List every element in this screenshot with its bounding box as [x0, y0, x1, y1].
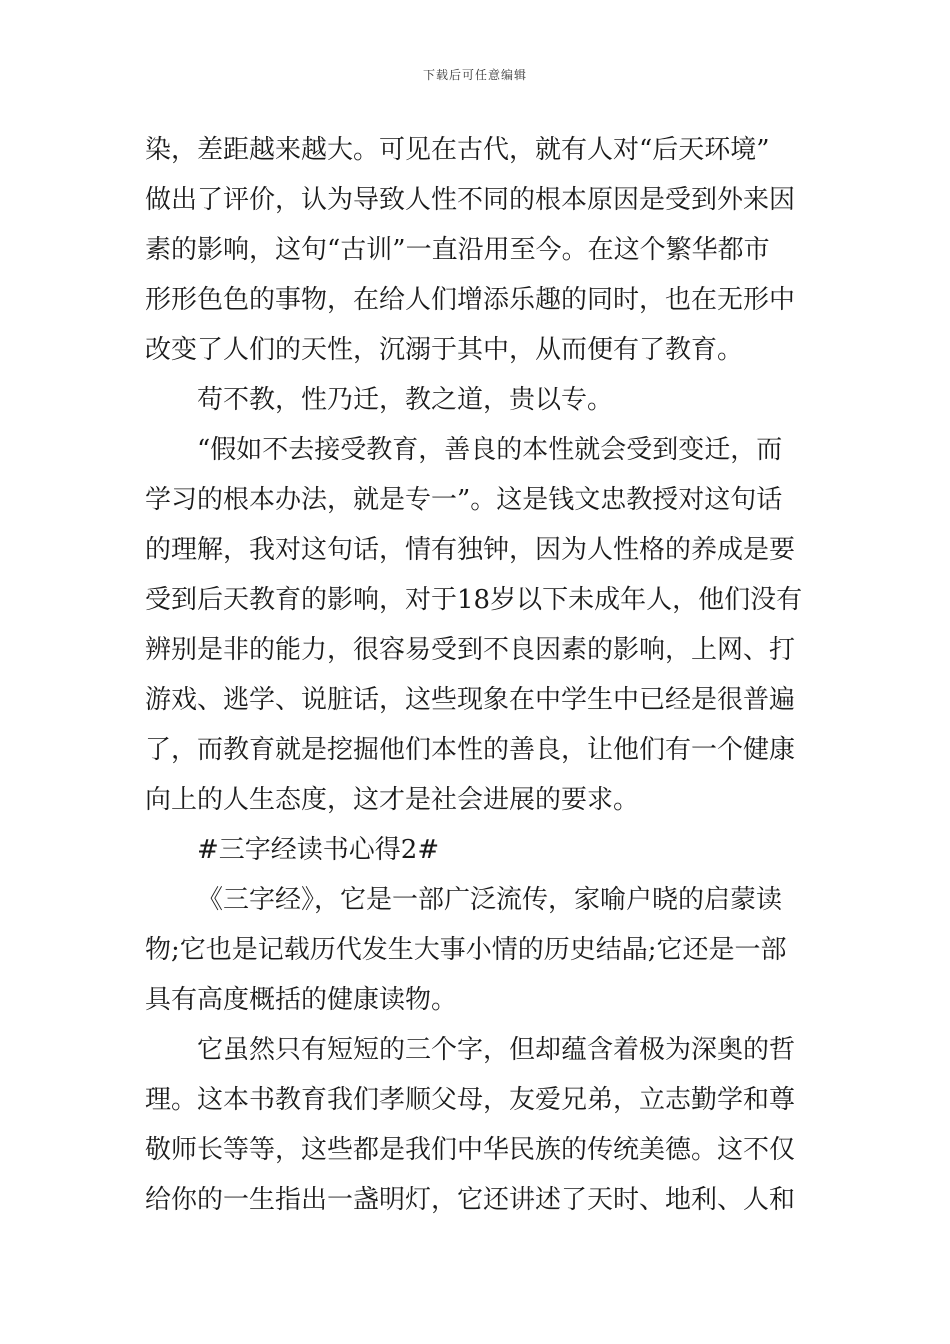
text-line: 游戏、逃学、说脏话，这些现象在中学生中已经是很普遍 [145, 685, 796, 715]
text-line: 形形色色的事物，在给人们增添乐趣的同时，也在无形中 [145, 285, 796, 315]
text-line: 理。这本书教育我们孝顺父母，友爱兄弟，立志勤学和尊 [145, 1085, 796, 1115]
text-line: 辨别是非的能力，很容易受到不良因素的影响，上网、打 [145, 635, 796, 665]
text-line: 敬师长等等，这些都是我们中华民族的传统美德。这不仅 [145, 1135, 796, 1165]
text-line: 向上的人生态度，这才是社会进展的要求。 [145, 785, 640, 815]
text-line: 了，而教育就是挖掘他们本性的善良，让他们有一个健康 [145, 735, 796, 765]
text-line: 受到后天教育的影响，对于18岁以下未成年人，他们没有 [145, 585, 803, 615]
text-line: 的理解，我对这句话，情有独钟，因为人性格的养成是要 [145, 535, 796, 565]
text-line: 给你的一生指出一盏明灯，它还讲述了天时、地利、人和 [145, 1185, 796, 1215]
document-body [145, 125, 807, 1225]
paragraph-first-line: 苟不教，性乃迁，教之道，贵以专。 [197, 385, 614, 415]
text-line: 改变了人们的天性，沉溺于其中，从而便有了教育。 [145, 335, 744, 365]
text-line: 素的影响，这句“古训”一直沿用至今。在这个繁华都市 [145, 235, 770, 265]
text-line: 具有高度概括的健康读物。 [145, 985, 458, 1015]
text-line: 学习的根本办法，就是专一”。这是钱文忠教授对这句话 [145, 485, 783, 515]
text-line: 做出了评价，认为导致人性不同的根本原因是受到外来因 [145, 185, 796, 215]
text-line: 染，差距越来越大。可见在古代，就有人对“后天环境” [145, 135, 770, 165]
paragraph-first-line: #三字经读书心得2# [197, 835, 440, 865]
paragraph-first-line: 《三字经》，它是一部广泛流传，家喻户晓的启蒙读 [197, 885, 783, 915]
paragraph-first-line: 它虽然只有短短的三个字，但却蕴含着极为深奥的哲 [197, 1035, 796, 1065]
text-line: 物;它也是记载历代发生大事小情的历史结晶;它还是一部 [145, 935, 787, 965]
page-header: 下载后可任意编辑 [422, 68, 527, 82]
paragraph-first-line: “假如不去接受教育，善良的本性就会受到变迁，而 [197, 435, 783, 465]
